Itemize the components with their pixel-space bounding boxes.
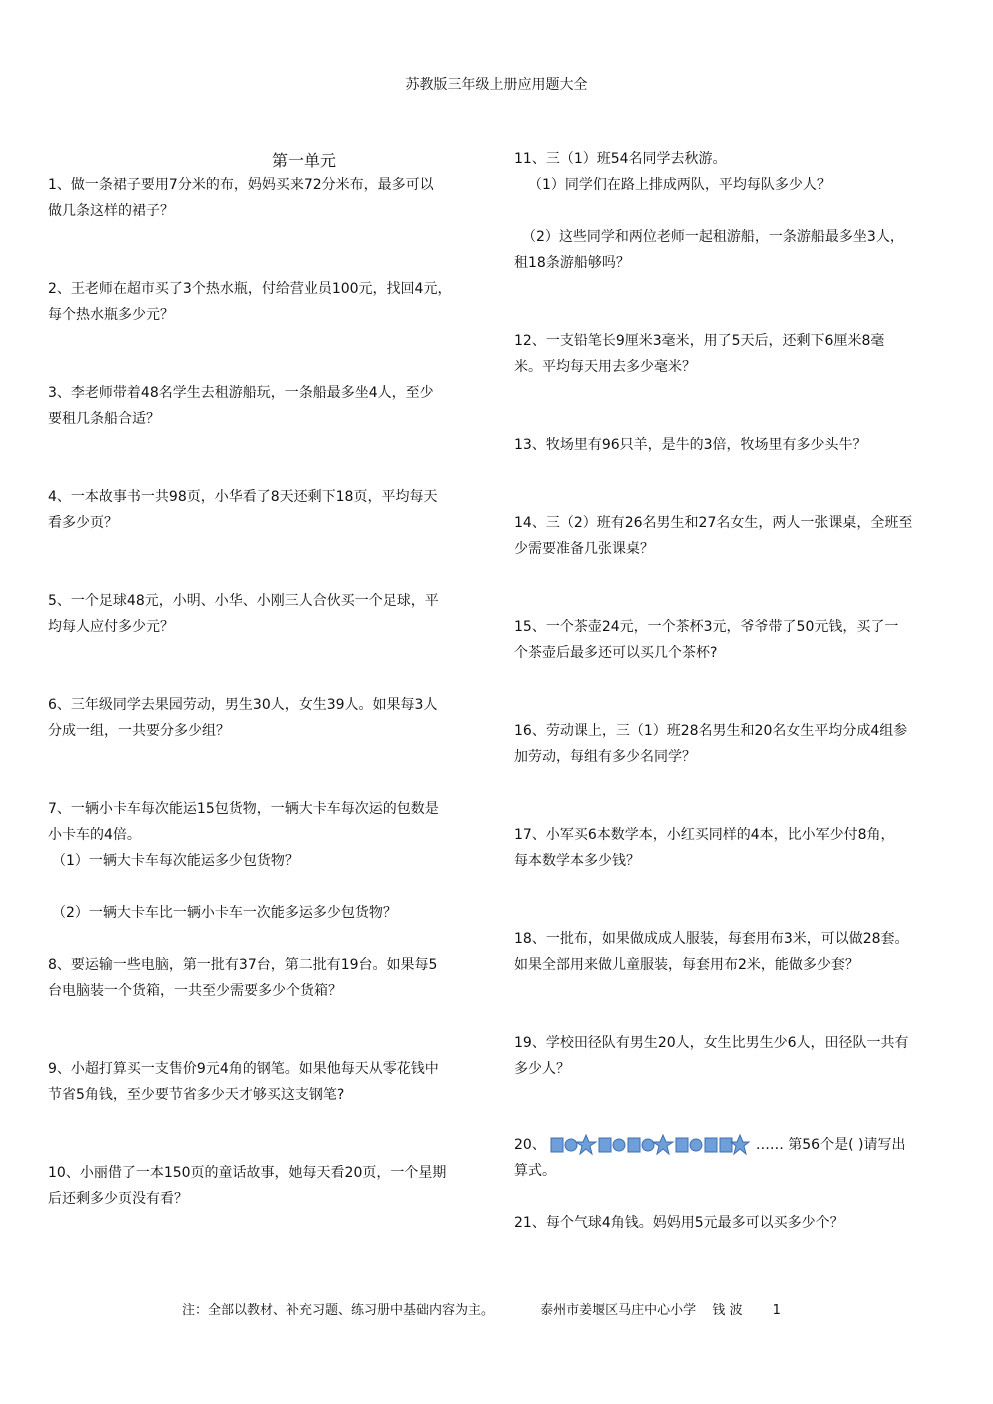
question-7: 7、一辆小卡车每次能运15包货物，一辆大卡车每次运的包数是 小卡车的4倍。 （1）一辆大卡车每次能运多少包货物？	[48, 801, 439, 869]
question-12: 12、一支铅笔长9厘米3毫米，用了5天后，还剩下6厘米8毫 米。平均每天用去多少毫米？	[514, 333, 885, 375]
question-3: 3、李老师带着48名学生去租游船玩，一条船最多坐4人，至少 要租几条船合适？	[48, 385, 434, 427]
question-6: 6、三年级同学去果园劳动，男生30人，女生39人。如果每3人 分成一组，一共要分多少组？	[48, 697, 438, 739]
page-footer	[182, 1299, 781, 1318]
footer-note: 注：全部以教材、补充习题、练习册中基础内容为主。	[182, 1303, 495, 1318]
question-14: 14、三（2）班有26名男生和27名女生，两人一张课桌，全班至 少需要准备几张课桌？	[514, 515, 913, 557]
page-number: 1	[772, 1303, 781, 1318]
question-8: 8、要运输一些电脑，第一批有37台，第二批有19台。如果每5 台电脑装一个货箱，一共至少需要多少个货箱？	[48, 957, 438, 999]
question-4: 4、一本故事书一共98页，小华看了8天还剩下18页，平均每天 看多少页？	[48, 489, 438, 531]
question-5: 5、一个足球48元，小明、小华、小刚三人合伙买一个足球，平 均每人应付多少元？	[48, 593, 439, 635]
footer-school: 泰州市姜堰区马庄中心小学	[540, 1303, 697, 1318]
question-1: 1、做一条裙子要用7分米的布，妈妈买来72分米布，最多可以 做几条这样的裙子？	[48, 177, 434, 219]
unit-title: 第一单元	[272, 151, 337, 170]
question-21: 21、每个气球4角钱。妈妈用5元最多可以买多少个？	[514, 1215, 844, 1231]
question-20: 20、 …… 第56个是( )请写出 算式。	[514, 1132, 905, 1184]
question-9: 9、小超打算买一支售价9元4角的钢笔。如果他每天从零花钱中 节省5角钱，至少要节省多少天才够买这支钢笔?	[48, 1061, 439, 1103]
question-10: 10、小丽借了一本150页的童话故事，她每天看20页，一个星期 后还剩多少页没有看？	[48, 1165, 447, 1207]
question-19: 19、学校田径队有男生20人，女生比男生少6人，田径队一共有 多少人？	[514, 1035, 909, 1077]
square-star-circle-pattern-icon	[550, 1133, 750, 1157]
question-13: 13、牧场里有96只羊，是牛的3倍，牧场里有多少头牛？	[514, 437, 867, 453]
footer-teacher: 钱 波	[712, 1303, 743, 1318]
question-2: 2、王老师在超市买了3个热水瓶，付给营业员100元，找回4元， 每个热水瓶多少元？	[48, 281, 452, 323]
question-16: 16、劳动课上，三（1）班28名男生和20名女生平均分成4组参 加劳动，每组有多少名同学？	[514, 723, 908, 765]
document-title: 苏教版三年级上册应用题大全	[405, 77, 588, 93]
question-18: 18、一批布，如果做成成人服装，每套用布3米，可以做28套。 如果全部用来做儿童服装，每套用布2米，能做多少套？	[514, 931, 909, 973]
question-7-part-2: （2）一辆大卡车比一辆小卡车一次能多运多少包货物？	[52, 905, 397, 921]
question-17: 17、小军买6本数学本，小红买同样的4本，比小军少付8角， 每本数学本多少钱？	[514, 827, 895, 869]
question-11: 11、三（1）班54名同学去秋游。 （1）同学们在路上排成两队，平均每队多少人？	[514, 151, 831, 193]
question-15: 15、一个茶壶24元，一个茶杯3元，爷爷带了50元钱，买了一 个茶壶后最多还可以买几个茶杯?	[514, 619, 899, 661]
question-11-part-2: （2）这些同学和两位老师一起租游船，一条游船最多坐3人， 租18条游船够吗？	[514, 229, 904, 271]
